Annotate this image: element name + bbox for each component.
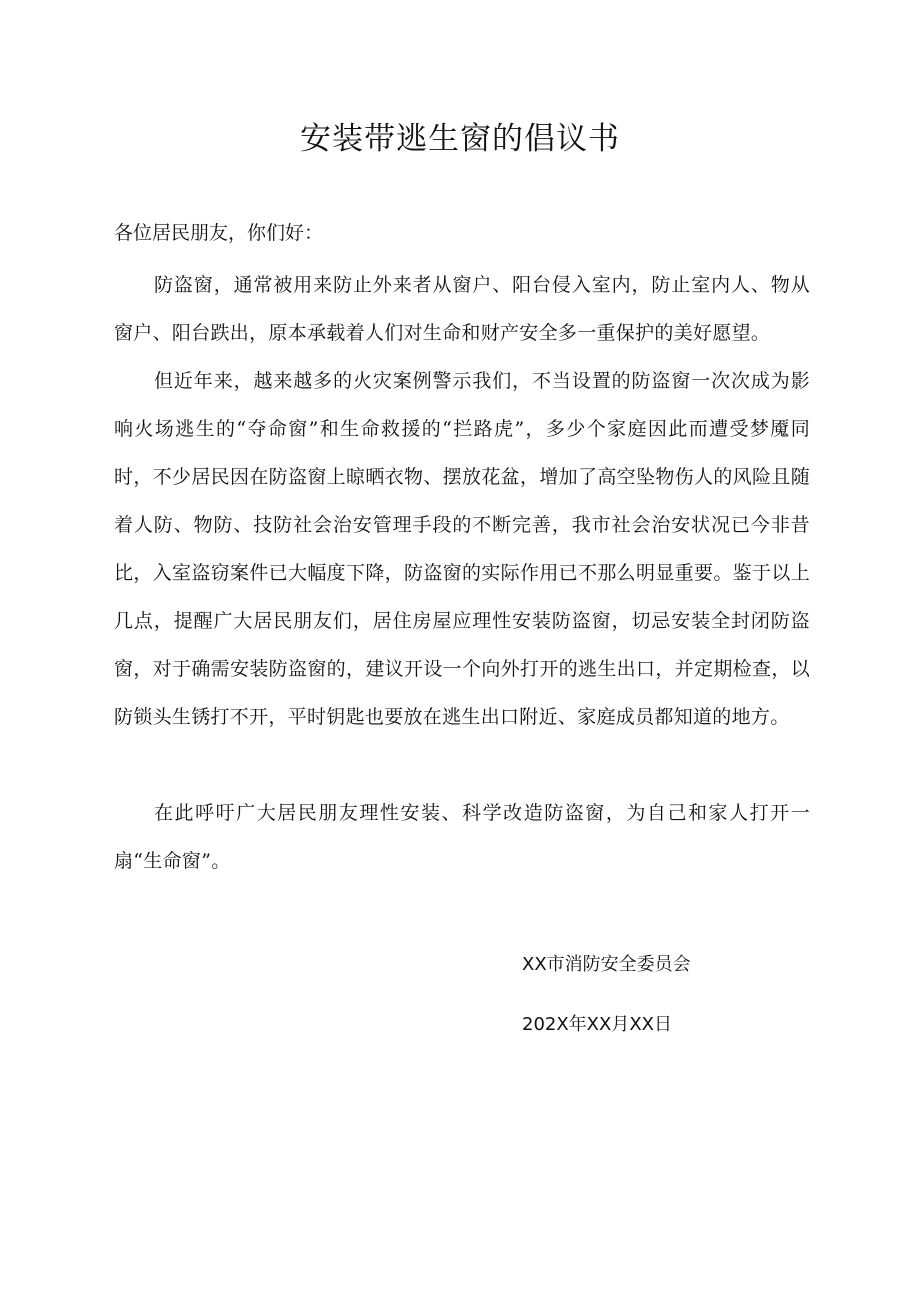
document-title: 安装带逃生窗的倡议书 xyxy=(300,121,620,157)
signature-date: 202X年XX月XX日 xyxy=(522,1014,673,1035)
paragraph-3: 在此呼吁广大居民朋友理性安装、科学改造防盗窗，为自己和家人打开一扇“生命窗”。 xyxy=(114,802,810,872)
paragraph-1: 防盗窗，通常被用来防止外来者从窗户、阳台侵入室内，防止室内人、物从窗户、阳台跌出，原本承载着人们对生命和财产安全多一重保护的美好愿望。 xyxy=(114,274,810,344)
signature-organization: XX市消防安全委员会 xyxy=(522,954,691,975)
paragraph-2: 但近年来，越来越多的火灾案例警示我们，不当设置的防盗窗一次次成为影响火场逃生的“夺命窗”和生命救援的“拦路虎”，多少个家庭因此而遭受梦魇同时，不少居民因在防盗窗上晾晒衣物、摆放花盆，增加了高空坠物伤人的风险且随着人防、物防、技防社会治安管理手段的不断完善，我市社会治安状况已今非昔比，入室盗窃案件已大幅度下降，防盗窗的实际作用已不那么明显重要。鉴于以上几点，提醒广大居民朋友们，居住房屋应理性安装防盗窗，切忌安装全封闭防盗窗，对于确需安装防盗窗的，建议开设一个向外打开的逃生出口，并定期检查，以防锁头生锈打不开，平时钥匙也要放在逃生出口附近、家庭成员都知道的地方。 xyxy=(114,370,810,728)
salutation: 各位居民朋友，你们好： xyxy=(114,222,324,244)
